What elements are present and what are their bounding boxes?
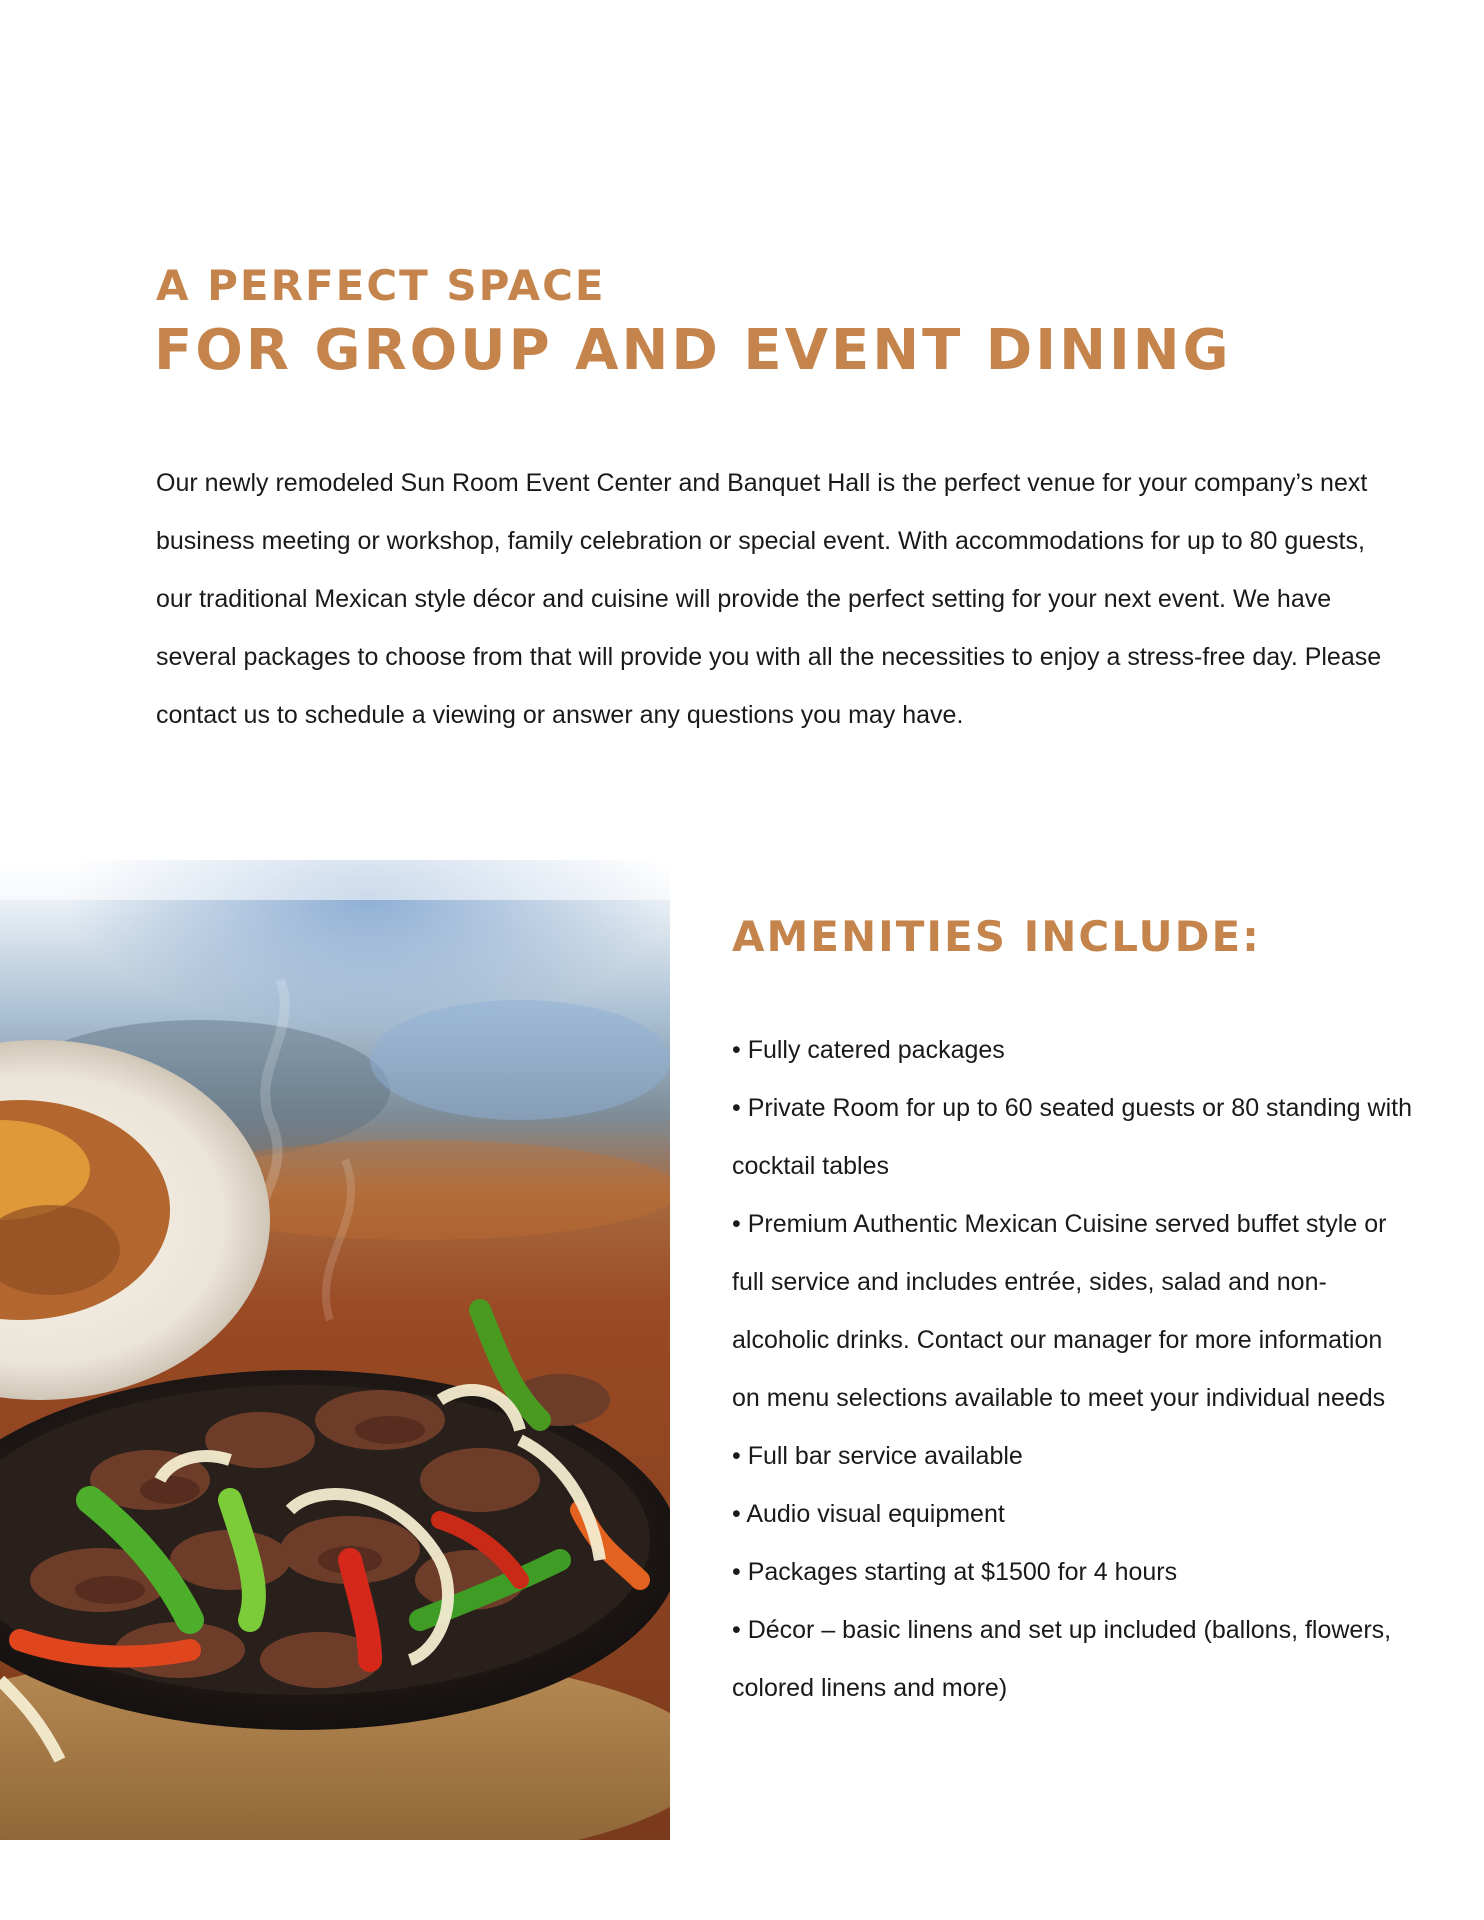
amenity-item: • Private Room for up to 60 seated guests or 80 standing with cocktail tables	[732, 1094, 1412, 1180]
amenities-list	[732, 1021, 1412, 1717]
page-title: FOR GROUP AND EVENT DINING	[154, 318, 1232, 383]
fajitas-photo	[0, 860, 670, 1840]
amenity-item: • Full bar service available	[732, 1442, 1023, 1470]
amenity-item: • Packages starting at $1500 for 4 hours	[732, 1558, 1178, 1586]
amenity-item: • Premium Authentic Mexican Cuisine served buffet style or full service and includes entrée, sides, salad and non-alcoholic drinks. Contact our manager for more information on menu selections available to meet your individual needs	[732, 1210, 1387, 1412]
amenity-item: • Audio visual equipment	[732, 1500, 1005, 1528]
headline-subtitle: A PERFECT SPACE	[156, 261, 606, 310]
amenity-item: • Décor – basic linens and set up included (ballons, flowers, colored linens and more)	[732, 1616, 1392, 1702]
amenities-title: AMENITIES INCLUDE:	[732, 912, 1261, 961]
amenity-item: • Fully catered packages	[732, 1036, 1005, 1064]
intro-paragraph: Our newly remodeled Sun Room Event Center and Banquet Hall is the perfect venue for your company’s next business meeting or workshop, family celebration or special event. With accommodations for up to 80 guests, our traditional Mexican style décor and cuisine will provide the perfect setting for your next event. We have several packages to choose from that will provide you with all the necessities to enjoy a stress-free day. Please contact us to schedule a viewing or answer any questions you may have.	[156, 469, 1382, 729]
